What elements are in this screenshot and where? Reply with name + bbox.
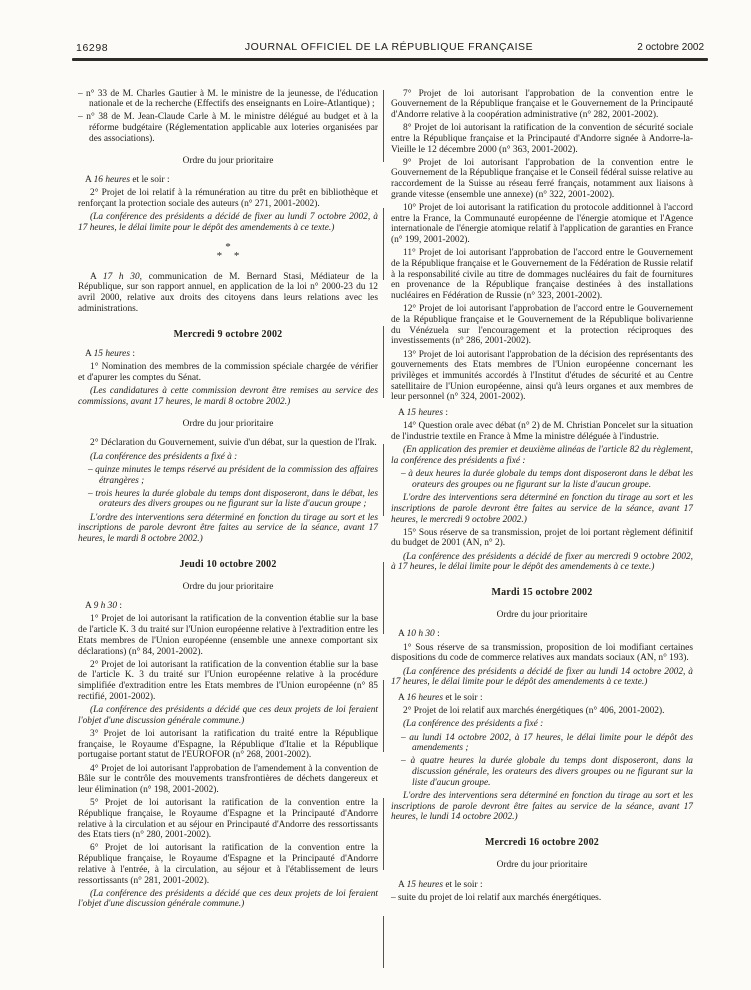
- agenda-item: 7° Projet de loi autorisant l'approbation de la convention entre le Gouvernement de la République française et le Gouvernement de la Principauté d'Andorre relative à la coopération administrative (n° 282, 2001-2002).: [391, 88, 693, 120]
- ordre-heading: Ordre du jour prioritaire: [496, 859, 588, 870]
- conference-note: (La conférence des présidents a décidé de fixer au lundi 7 octobre 2002, à 17 heures, le délai limite pour le dépôt des amendements à ce texte.): [78, 212, 378, 234]
- conference-note: L'ordre des interventions sera déterminé en fonction du tirage au sort et les inscriptions de parole devront être faites au service de la séance, avant 17 heures, le mercredi 9 octobre 2002.): [391, 493, 693, 525]
- conference-note-item: – au lundi 14 octobre 2002, à 17 heures, le délai limite pour le dépôt des amendements ;: [401, 732, 693, 754]
- conference-note-item: – à quatre heures la durée globale du temps dont disposeront, dans la discussion générale, les orateurs des divers groupes ou ne figurant sur la liste d'aucun groupe.: [401, 756, 693, 788]
- column-left: [78, 86, 378, 913]
- time-line: A 10 h 30 :: [398, 629, 440, 640]
- date-heading: Mardi 15 octobre 2002: [491, 587, 593, 599]
- agenda-item: 2° Déclaration du Gouvernement, suivie d'un débat, sur la question de l'Irak.: [90, 438, 377, 449]
- agenda-item: 4° Projet de loi autorisant l'approbation de l'amendement à la convention de Bâle sur le contrôle des mouvements transfrontières de déchets dangereux et leur élimination (n° 198, 2001-2002).: [78, 763, 378, 795]
- column-right: [391, 86, 693, 906]
- ordre-heading: Ordre du jour prioritaire: [182, 155, 274, 166]
- journal-title: JOURNAL OFFICIEL DE LA RÉPUBLIQUE FRANÇAISE: [244, 41, 534, 53]
- star-line: * *: [216, 249, 240, 262]
- conference-note: L'ordre des interventions sera déterminé en fonction du tirage au sort et les inscriptions de parole devront être faites au service de la séance, avant 17 heures, le mardi 8 octobre 2002.): [78, 512, 378, 545]
- ordre-heading: Ordre du jour prioritaire: [496, 609, 588, 620]
- time-line: A 15 heures :: [85, 349, 135, 360]
- time-line: A 9 h 30 :: [85, 601, 122, 612]
- time-line: A 16 heures et le soir :: [398, 692, 483, 703]
- agenda-item: 5° Projet de loi autorisant la ratification de la convention entre la République française, le Royaume d'Espagne et la Principauté d'Andorre relative à la circulation et au séjour en Principauté d'Andorre des ressortissants des Etats tiers (n° 280, 2001-2002).: [78, 798, 378, 841]
- header-rule: [72, 58, 708, 61]
- question-item: – n° 38 de M. Jean-Claude Carle à M. le ministre délégué au budget et à la réforme budgétaire (Réglementation applicable aux loteries organisées par des associations).: [78, 112, 378, 144]
- agenda-item: 2° Projet de loi autorisant la ratification de la convention établie sur la base de l'article K. 3 du traité sur l'Union européenne relative à la procédure simplifiée d'extradition entre les Etats membres de l'Union européenne (n° 85 rectifié, 2001-2002).: [78, 659, 378, 702]
- time-line: A 16 heures et le soir :: [85, 175, 170, 186]
- communication-item: A 17 h 30, communication de M. Bernard Stasi, Médiateur de la République, sur son rapport annuel, en application de la loi n° 2000-23 du 12 avril 2000, relative aux droits des citoyens dans leurs relations avec les administrations.: [78, 271, 378, 314]
- agenda-item: 10° Projet de loi autorisant la ratification du protocole additionnel à l'accord entre la France, la Communauté européenne de l'énergie atomique et l'Agence internationale de l'énergie atomique relatif à l'application de garanties en France (n° 199, 2001-2002).: [391, 203, 693, 246]
- agenda-item: 14° Question orale avec débat (n° 2) de M. Christian Poncelet sur la situation de l'industrie textile en France à Mme la ministre déléguée à l'industrie.: [391, 421, 693, 443]
- ordre-heading: Ordre du jour prioritaire: [182, 418, 274, 429]
- agenda-item: 6° Projet de loi autorisant la ratification de la convention entre la République française, le Royaume d'Espagne et la Principauté d'Andorre relative à l'entrée, à la circulation, au séjour et à l'établissement de leurs ressortissants (n° 281, 2001-2002).: [78, 843, 378, 886]
- agenda-item: 1° Sous réserve de sa transmission, proposition de loi modifiant certaines dispositions du code de commerce relatives aux mandats sociaux (AN, n° 193).: [391, 642, 693, 664]
- conference-note-item: – quinze minutes le temps réservé au président de la commission des affaires étrangères ;: [88, 464, 378, 486]
- question-item: – n° 33 de M. Charles Gautier à M. le ministre de la jeunesse, de l'éducation nationale et de la recherche (Effectifs des enseignants en Loire-Atlantique) ;: [78, 88, 378, 110]
- agenda-item: 8° Projet de loi autorisant la ratification de la convention de sécurité sociale entre la République française et la Principauté d'Andorre signée à Andorre-la-Vieille le 12 décembre 2000 (n° 363, 2001-2002).: [391, 123, 693, 155]
- conference-note: (La conférence des présidents a décidé de fixer au mercredi 9 octobre 2002, à 17 heures, le délai limite pour le dépôt des amendements à ce texte.): [391, 551, 693, 573]
- conference-note: (Les candidatures à cette commission devront être remises au service des commissions, avant 17 heures, le mardi 8 octobre 2002.): [78, 386, 378, 408]
- ordre-heading: Ordre du jour prioritaire: [182, 581, 274, 592]
- page-number: 16298: [76, 42, 109, 54]
- agenda-item: 9° Projet de loi autorisant l'approbation de la convention entre le Gouvernement de la République française et le Conseil fédéral suisse relative au raccordement de la Suisse au réseau ferré français, notamment aux liaisons à grande vitesse (ensemble une annexe) (n° 322, 2001-2002).: [391, 157, 693, 200]
- agenda-item: 2° Projet de loi relatif aux marchés énergétiques (n° 406, 2001-2002).: [403, 706, 665, 717]
- section-separator: [78, 240, 378, 262]
- agenda-item: 15° Sous réserve de sa transmission, projet de loi portant règlement définitif du budget de 2001 (AN, n° 2).: [391, 527, 693, 549]
- conference-note-item: – trois heures la durée globale du temps dont disposeront, dans le débat, les orateurs des divers groupes ou ne figurant sur la liste d'aucun groupe ;: [88, 488, 378, 510]
- agenda-item: – suite du projet de loi relatif aux marchés énergétiques.: [391, 892, 602, 903]
- page-header: [72, 41, 706, 56]
- star-line: *: [225, 240, 231, 253]
- agenda-item: 1° Nomination des membres de la commission spéciale chargée de vérifier et d'apurer les comptes du Sénat.: [78, 362, 378, 384]
- issue-date: 2 octobre 2002: [637, 42, 704, 53]
- conference-note: (La conférence des présidents a décidé de fixer au lundi 14 octobre 2002, à 17 heures, le délai limite pour le dépôt des amendements à ce texte.): [391, 666, 693, 688]
- conference-note-item: – à deux heures la durée globale du temps dont disposeront dans le débat les orateurs des groupes ou ne figurant sur la liste d'aucun groupe.: [401, 469, 693, 490]
- time-line: A 15 heures et le soir :: [398, 879, 483, 890]
- date-heading: Jeudi 10 octobre 2002: [179, 558, 277, 570]
- column-divider: [383, 90, 384, 968]
- conference-note: (La conférence des présidents a décidé que ces deux projets de loi feraient l'objet d'une discussion générale commune.): [78, 888, 378, 910]
- agenda-item: 13° Projet de loi autorisant l'approbation de la décision des représentants des gouvernements des Etats membres de l'Union européenne concernant les privilèges et immunités accordés à l'Institut d'études de sécurité et au Centre satellitaire de l'Union européenne, ainsi qu'à leurs organes et aux membres de leur personnel (n° 324, 2001-2002).: [391, 349, 693, 403]
- time-line: A 15 heures :: [398, 408, 448, 419]
- agenda-item: 1° Projet de loi autorisant la ratification de la convention établie sur la base de l'article K. 3 du traité sur l'Union européenne relative à l'extradition entre les Etats membres de l'Union européenne (ensemble une annexe comportant six déclarations) (n° 84, 2001-2002).: [78, 614, 378, 657]
- conference-note: (La conférence des présidents a fixé à :: [90, 451, 238, 462]
- conference-note: L'ordre des interventions sera déterminé en fonction du tirage au sort et les inscriptions de parole devront être faites au service de la séance, avant 17 heures, le lundi 14 octobre 2002.): [391, 791, 693, 823]
- agenda-item: 12° Projet de loi autorisant l'approbation de l'accord entre le Gouvernement de la République française et le Gouvernement de la République bolivarienne du Vénézuela sur l'encouragement et la protection réciproques des investissements (n° 286, 2001-2002).: [391, 304, 693, 347]
- conference-note: (La conférence des présidents a fixé :: [403, 719, 544, 730]
- date-heading: Mercredi 9 octobre 2002: [173, 328, 283, 340]
- agenda-item: 11° Projet de loi autorisant l'approbation de l'accord entre le Gouvernement de la République française et le Gouvernement de la Fédération de Russie relatif à la responsabilité civile au titre de dommages nucléaires du fait de fournitures en provenance de la République française destinées à des installations nucléaires en Fédération de Russie (n° 323, 2001-2002).: [391, 248, 693, 302]
- conference-note: (En application des premier et deuxième alinéas de l'article 82 du règlement, la conférence des présidents a fixé :: [391, 445, 693, 466]
- date-heading: Mercredi 16 octobre 2002: [485, 837, 599, 849]
- conference-note: (La conférence des présidents a décidé que ces deux projets de loi feraient l'objet d'une discussion générale commune.): [78, 705, 378, 726]
- agenda-item: 2° Projet de loi relatif à la rémunération au titre du prêt en bibliothèque et renforçant la protection sociale des auteurs (n° 271, 2001-2002).: [78, 188, 378, 210]
- agenda-item: 3° Projet de loi autorisant la ratification du traité entre la République française, le Royaume d'Espagne, la République d'Italie et la République portugaise portant statut de l'EUROFOR (n° 268, 2001-2002).: [78, 728, 378, 761]
